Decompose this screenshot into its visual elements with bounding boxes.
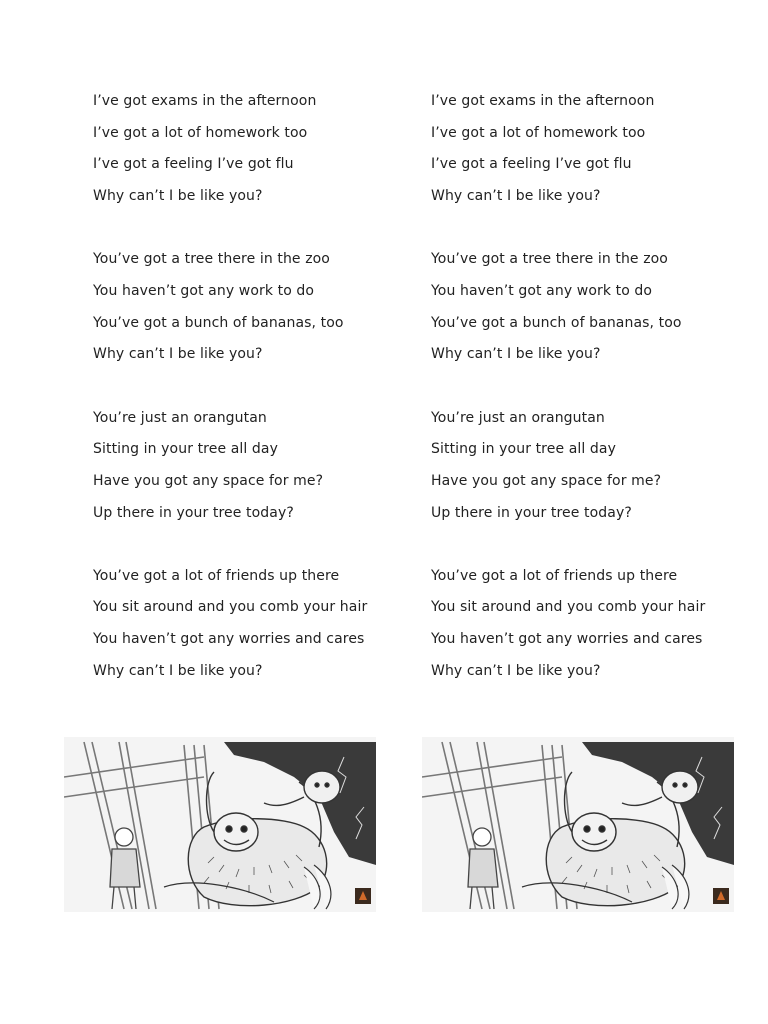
lyric-line: Why can’t I be like you? (93, 662, 263, 679)
lyric-line: I’ve got exams in the afternoon (431, 93, 655, 109)
lyric-line: You’ve got a bunch of bananas, too (431, 314, 682, 331)
lyric-line: Why can’t I be like you? (431, 662, 601, 679)
lyric-line: You’re just an orangutan (93, 409, 267, 426)
stanza (93, 86, 367, 213)
lyric-line: I’ve got a lot of homework too (93, 124, 308, 141)
orangutan-illustration-svg (64, 737, 376, 912)
lyric-line: Have you got any space for me? (93, 472, 324, 489)
lyric-line: Why can’t I be like you? (431, 346, 601, 363)
lyric-line: Up there in your tree today? (93, 504, 294, 521)
lyric-line: You’ve got a tree there in the zoo (431, 251, 668, 268)
stanza (93, 244, 367, 371)
lyric-line: I’ve got a feeling I’ve got flu (431, 156, 632, 173)
lyric-line: You’re just an orangutan (431, 409, 605, 426)
orangutan-illustration-svg (422, 737, 734, 912)
lyric-line: I’ve got exams in the afternoon (93, 93, 317, 109)
orangutan-zoo-illustration (422, 737, 734, 912)
lyrics-column-left (93, 86, 367, 719)
lyric-line: You’ve got a lot of friends up there (431, 567, 678, 584)
stanza (93, 561, 367, 688)
lyric-line: You haven’t got any worries and cares (431, 631, 703, 648)
stanza (431, 561, 705, 688)
lyric-line: You sit around and you comb your hair (431, 599, 706, 616)
lyrics-column-right (431, 86, 705, 719)
lyric-line: You sit around and you comb your hair (93, 599, 368, 616)
lyric-line: You’ve got a bunch of bananas, too (93, 314, 344, 331)
orangutan-zoo-illustration (64, 737, 376, 912)
stanza (431, 244, 705, 371)
lyric-line: I’ve got a feeling I’ve got flu (93, 156, 294, 173)
stanza (431, 86, 705, 213)
lyric-line: Sitting in your tree all day (431, 441, 616, 458)
lyric-line: Why can’t I be like you? (431, 188, 601, 205)
stanza (431, 403, 705, 530)
lyric-line: Why can’t I be like you? (93, 188, 263, 205)
lyric-line: You haven’t got any work to do (431, 282, 653, 299)
lyric-line: I’ve got a lot of homework too (431, 124, 646, 141)
lyric-line: You’ve got a lot of friends up there (93, 567, 340, 584)
lyric-line: You haven’t got any worries and cares (93, 631, 365, 648)
stanza (93, 403, 367, 530)
lyric-line: You haven’t got any work to do (93, 282, 315, 299)
lyric-line: Sitting in your tree all day (93, 441, 278, 458)
lyric-line: Up there in your tree today? (431, 504, 632, 521)
lyric-line: Have you got any space for me? (431, 472, 662, 489)
lyric-line: You’ve got a tree there in the zoo (93, 251, 330, 268)
lyric-line: Why can’t I be like you? (93, 346, 263, 363)
